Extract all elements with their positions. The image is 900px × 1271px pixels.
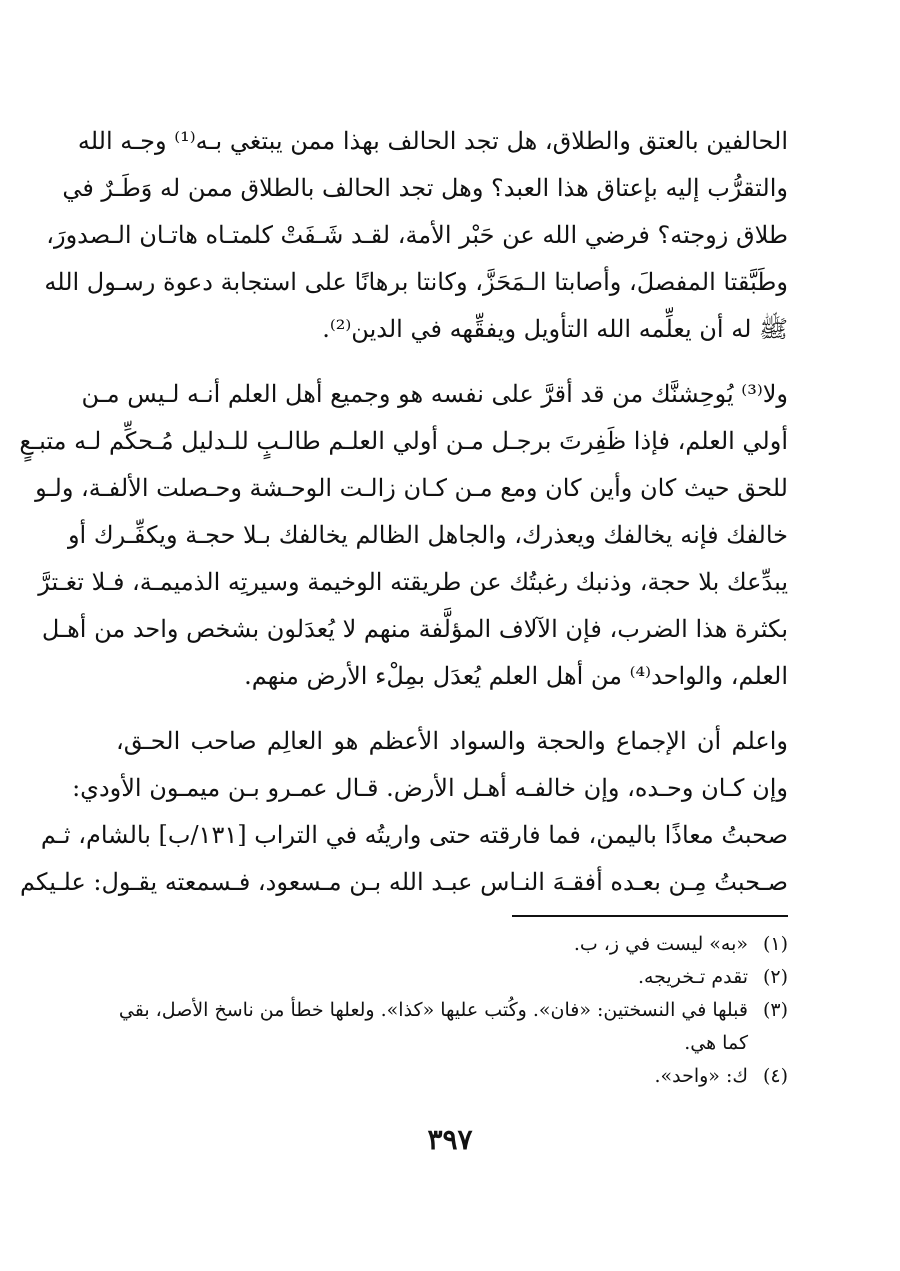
text-line: أولي العلم، فإذا ظَفِرتَ برجـل مـن أولي العلـم طالـبٍ للـدليل مُـحكِّم لـه متبـعٍ <box>19 427 788 455</box>
footnote-text: «به» ليست في ز، ب. <box>573 933 748 955</box>
paragraph-3 <box>20 718 788 906</box>
footnote-text: قبلها في النسختين: «فان». وكُتب عليها «كذا». ولعلها خطأ من ناسخ الأصل، بقي كما هي. <box>118 999 748 1054</box>
text-line: وطَبَّقتا المفصلَ، وأصابتا الـمَحَزَّ، وكانتا برهانًا على استجابة دعوة رسـول الله <box>44 268 788 296</box>
footnote <box>116 994 788 1060</box>
text-line: وإن كـان وحـده، وإن خالفـه أهـل الأرض. قـال عمـرو بـن ميمـون الأودي: <box>72 774 788 802</box>
main-text <box>19 118 788 906</box>
text-line: صـحبتُ مِـن بعـده أفقـهَ النـاس عبـد الله بـن مـسعود، فـسمعته يقـول: علـيكم <box>20 868 788 896</box>
footnote-number: (٢) <box>762 966 788 988</box>
text-line: طلاق زوجته؟ فرضي الله عن حَبْر الأمة، لقـد شَـفَتْ كلمتـاه هاتـان الـصدورَ، <box>46 221 788 249</box>
text-line: خالفك فإنه يخالفك ويعذرك، والجاهل الظالم يخالفك بـلا حجـة ويكفِّـرك أو <box>67 521 788 549</box>
footnote-separator <box>512 915 788 917</box>
footnote-number: (١) <box>762 933 788 955</box>
text-line: صحبتُ معاذًا باليمن، فما فارقته حتى واريتُه في التراب [١٣١/ب] بالشام، ثـم <box>40 821 788 849</box>
footnote-number: (٣) <box>762 999 788 1021</box>
footnote-text: تقدم تـخريجه. <box>637 966 748 988</box>
text-line: يبدِّعك بلا حجة، وذنبك رغبتُك عن طريقته الوخيمة وسيرتِه الذميمـة، فـلا تغـترَّ <box>38 568 788 596</box>
footnote <box>116 928 788 961</box>
text-line: واعلم أن الإجماع والحجة والسواد الأعظم هو العالِم صاحب الحـق، <box>116 727 788 755</box>
paragraph-gap <box>116 700 788 718</box>
footnotes <box>116 928 788 1093</box>
text-line: ﷺ له أن يعلِّمه الله التأويل ويفقِّهه في الدين⁽²⁾. <box>322 315 788 343</box>
footnote <box>116 961 788 994</box>
text-line: والتقرُّب إليه بإعتاق هذا العبد؟ وهل تجد الحالف بالطلاق ممن له وَطَـرٌ في <box>62 174 788 202</box>
footnote-number: (٤) <box>762 1065 788 1087</box>
text-line: بكثرة هذا الضرب، فإن الآلاف المؤلَّفة منهم لا يُعدَلون بشخص واحد من أهـل <box>41 615 788 643</box>
text-line: ولا⁽³⁾ يُوحِشنَّك من قد أقرَّ على نفسه هو وجميع أهل العلم أنـه لـيس مـن <box>81 380 788 408</box>
text-line: الحالفين بالعتق والطلاق، هل تجد الحالف بهذا ممن يبتغي بـه⁽¹⁾ وجـه الله <box>77 127 788 155</box>
paragraph-gap <box>116 353 788 371</box>
footnote-text: ك: «واحد». <box>654 1065 748 1087</box>
page-number: ٣٩٧ <box>427 1123 473 1156</box>
text-line: للحق حيث كان وأين كان ومع مـن كـان زالـت الوحـشة وحـصلت الألفـة، ولـو <box>35 474 788 502</box>
paragraph-1 <box>44 118 788 353</box>
footnote <box>116 1060 788 1093</box>
text-line: العلم، والواحد⁽⁴⁾ من أهل العلم يُعدَل بمِلْء الأرض منهم. <box>244 662 788 690</box>
paragraph-2 <box>19 371 788 700</box>
